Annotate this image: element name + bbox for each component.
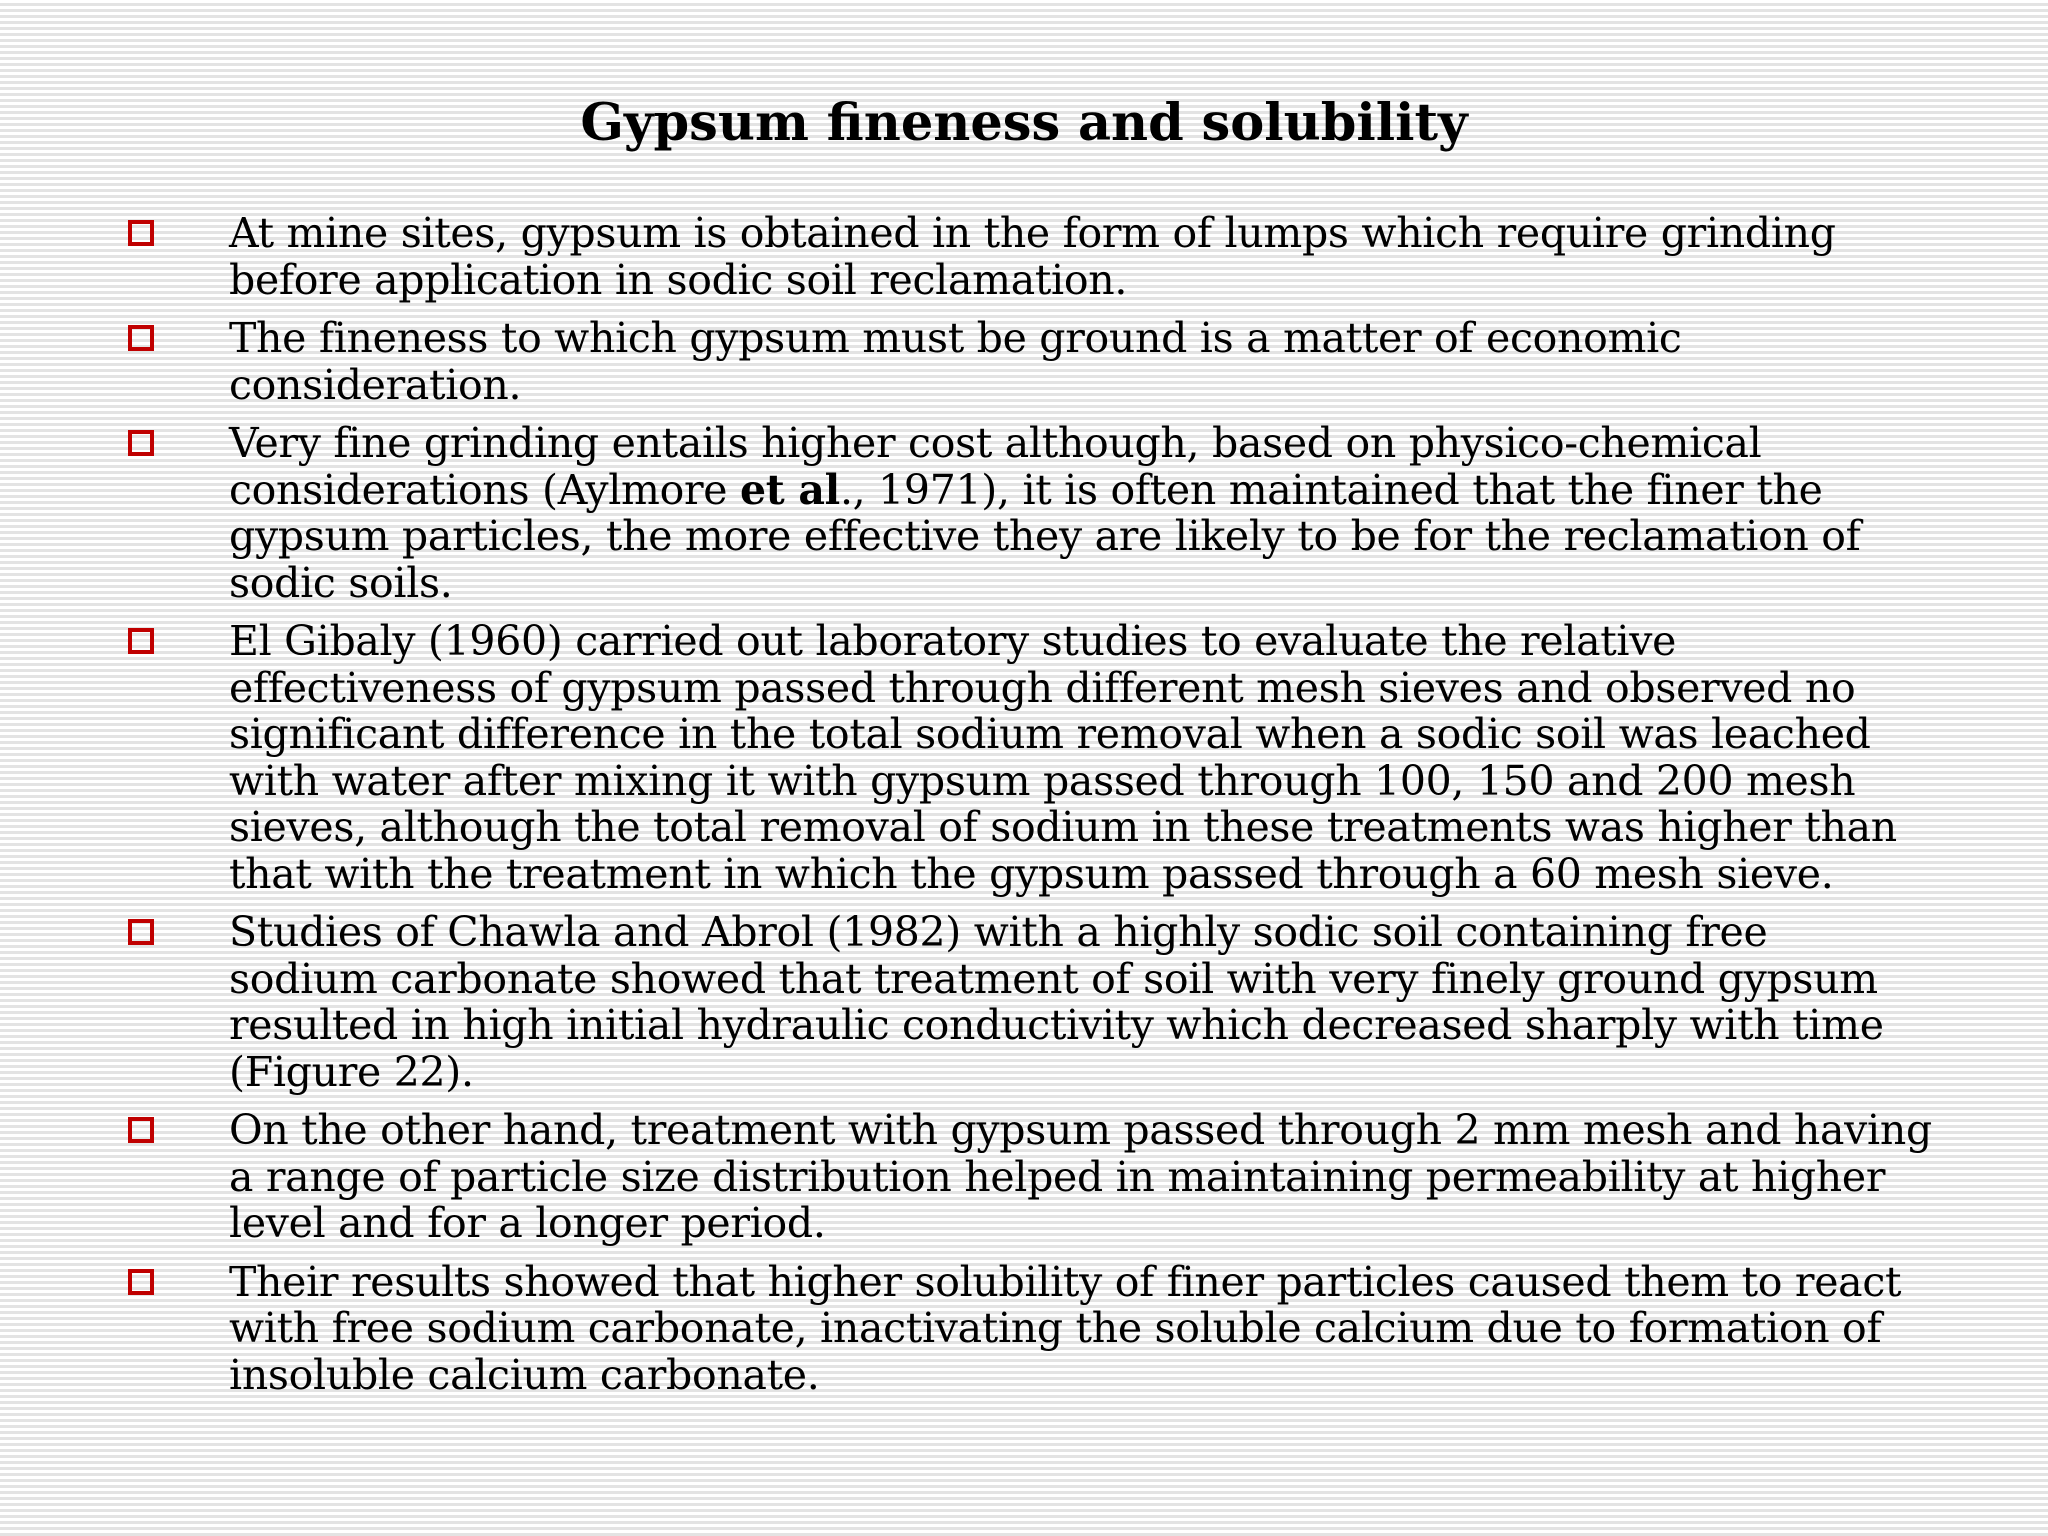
bullet-text-line: On the other hand, treatment with gypsum passed through 2 mm mesh and having bbox=[229, 1106, 1932, 1154]
citation-text: considerations (Aylmore bbox=[229, 465, 740, 514]
bullet-text-line: a range of particle size distribution helped in maintaining permeability at higher bbox=[229, 1152, 1886, 1201]
bullet-text-line: sodic soils. bbox=[229, 558, 453, 607]
bullet-text-line bbox=[229, 467, 1988, 514]
bullet-text-line: (Figure 22). bbox=[229, 1047, 474, 1096]
bullet-item bbox=[0, 315, 2048, 408]
bullet-text-line: Studies of Chawla and Abrol (1982) with a highly sodic soil containing free bbox=[229, 908, 1768, 956]
hollow-square-bullet-icon bbox=[128, 430, 154, 456]
hollow-square-bullet-icon bbox=[128, 919, 154, 945]
bullet-text-line: with water after mixing it with gypsum passed through 100, 150 and 200 mesh bbox=[229, 756, 1856, 805]
bullet-item bbox=[0, 210, 2048, 303]
bullet-text-line: insoluble calcium carbonate. bbox=[229, 1350, 820, 1399]
hollow-square-bullet-icon bbox=[128, 220, 154, 246]
bullet-item bbox=[0, 1107, 2048, 1247]
bullet-text-line: El Gibaly (1960) carried out laboratory studies to evaluate the relative bbox=[229, 617, 1677, 665]
bullet-item bbox=[0, 618, 2048, 897]
bullet-text-line: Their results showed that higher solubility of finer particles caused them to react bbox=[229, 1257, 1902, 1306]
citation-text: ., 1971), it is often maintained that the finer the bbox=[839, 465, 1823, 514]
hollow-square-bullet-icon bbox=[128, 628, 154, 654]
bullet-list bbox=[0, 210, 2048, 1410]
bullet-text-line: significant difference in the total sodium removal when a sodic soil was leached bbox=[229, 710, 1871, 758]
bullet-text-line: Very fine grinding entails higher cost although, based on physico-chemical bbox=[229, 419, 1762, 467]
slide-title: Gypsum fineness and solubility bbox=[580, 93, 1468, 153]
bullet-text-line: consideration. bbox=[229, 360, 522, 409]
bullet-item bbox=[0, 909, 2048, 1095]
hollow-square-bullet-icon bbox=[128, 325, 154, 351]
bullet-text-line: sieves, although the total removal of sodium in these treatments was higher than bbox=[229, 803, 1897, 851]
hollow-square-bullet-icon bbox=[128, 1269, 154, 1295]
bullet-text-line: gypsum particles, the more effective they are likely to be for the reclamation of bbox=[229, 512, 1861, 560]
bullet-text-line: that with the treatment in which the gypsum passed through a 60 mesh sieve. bbox=[229, 849, 1834, 898]
bullet-item bbox=[0, 1259, 2048, 1399]
hollow-square-bullet-icon bbox=[128, 1117, 154, 1143]
citation-et-al: et al bbox=[740, 465, 840, 514]
bullet-text-line: The fineness to which gypsum must be ground is a matter of economic bbox=[229, 314, 1682, 362]
bullet-text-line: resulted in high initial hydraulic conductivity which decreased sharply with time bbox=[229, 1001, 1884, 1049]
bullet-text-line: with free sodium carbonate, inactivating the soluble calcium due to formation of bbox=[229, 1304, 1882, 1352]
bullet-text-line: before application in sodic soil reclamation. bbox=[229, 255, 1128, 304]
bullet-text-line: At mine sites, gypsum is obtained in the form of lumps which require grinding bbox=[229, 209, 1836, 257]
bullet-text-line: level and for a longer period. bbox=[229, 1199, 826, 1247]
bullet-text-line: effectiveness of gypsum passed through different mesh sieves and observed no bbox=[229, 663, 1856, 712]
bullet-item bbox=[0, 420, 2048, 606]
bullet-text-line: sodium carbonate showed that treatment of soil with very finely ground gypsum bbox=[229, 954, 1878, 1003]
